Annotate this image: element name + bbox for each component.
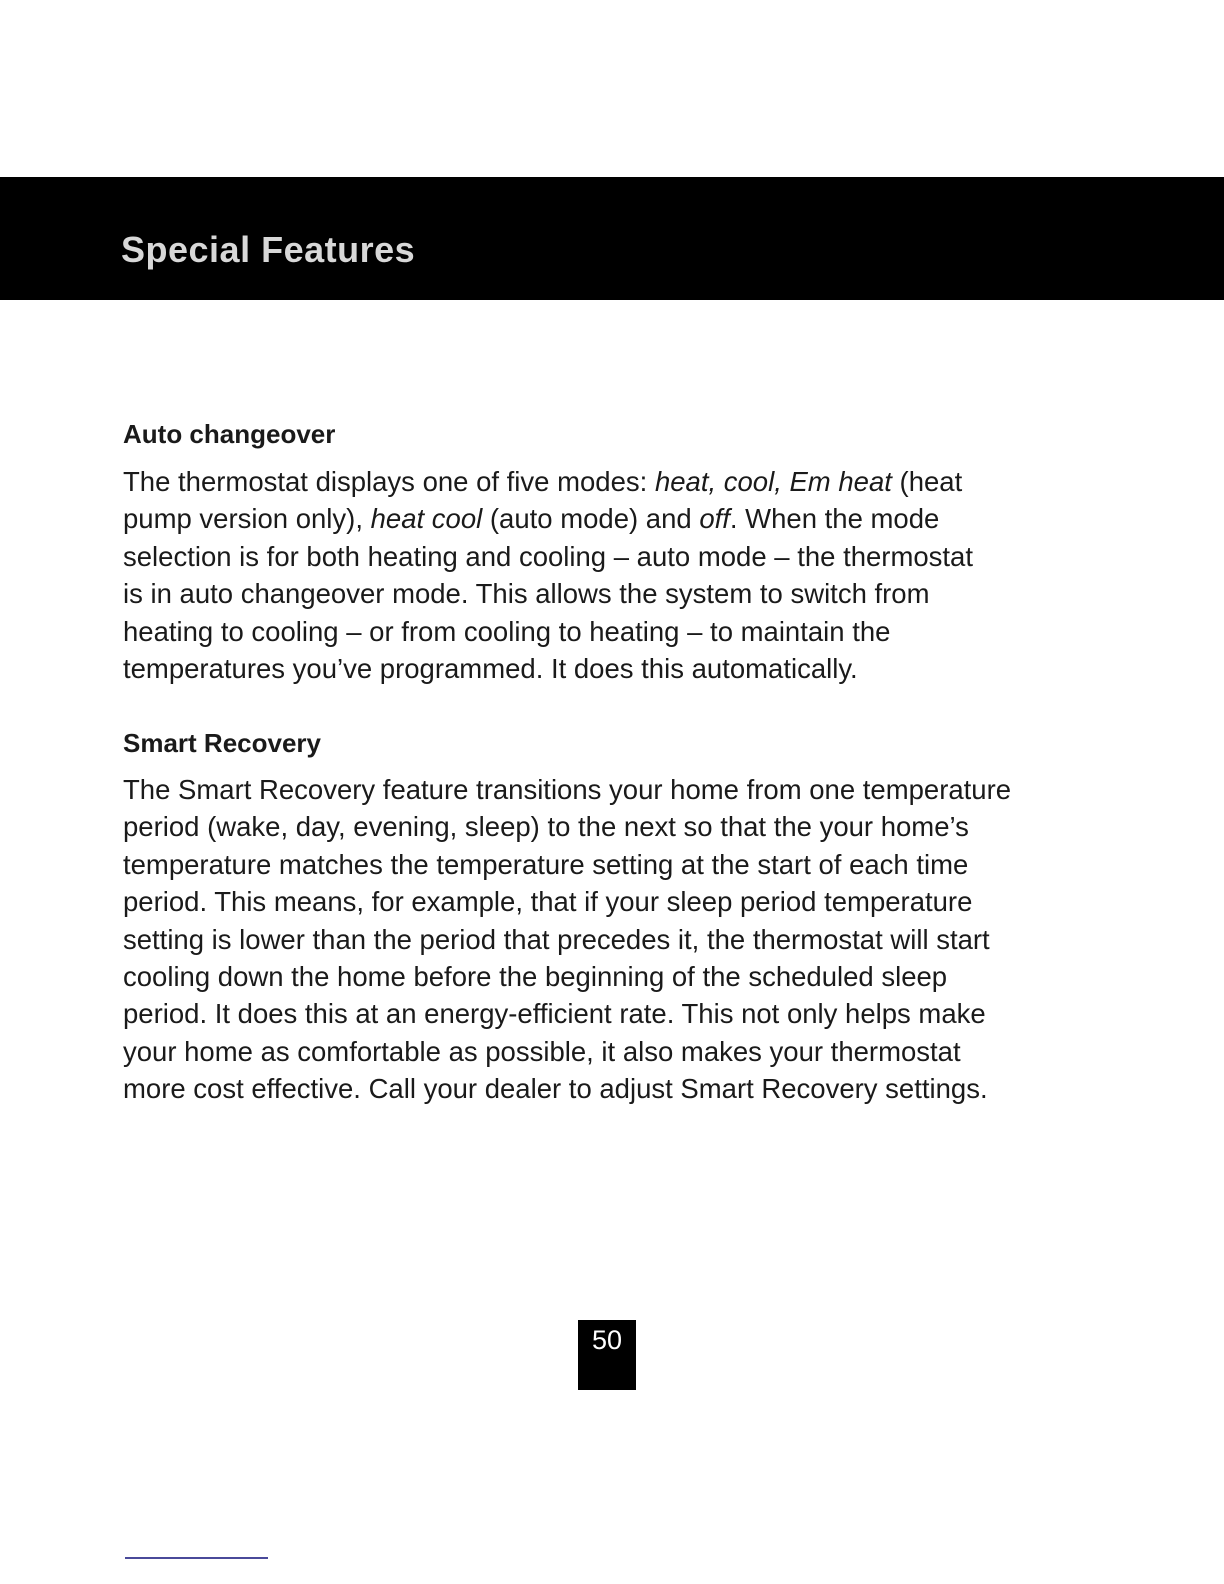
text-line: temperature matches the temperature setting at the start of each time bbox=[123, 848, 969, 880]
text-line: period. This means, for example, that if your sleep period temperature bbox=[123, 886, 973, 918]
text-line: pump version only), heat cool (auto mode) and off. When the mode bbox=[123, 503, 940, 535]
text-line: selection is for both heating and cooling – auto mode – the thermostat bbox=[123, 540, 973, 572]
text-line: heating to cooling – or from cooling to heating – to maintain the bbox=[123, 615, 891, 647]
section-heading-auto-changeover: Auto changeover bbox=[123, 419, 336, 449]
text-line: your home as comfortable as possible, it also makes your thermostat bbox=[123, 1035, 961, 1067]
text-line: The thermostat displays one of five modes: heat, cool, Em heat (heat bbox=[123, 466, 963, 497]
text-line: is in auto changeover mode. This allows the system to switch from bbox=[123, 578, 930, 610]
text-line: cooling down the home before the beginning of the scheduled sleep bbox=[123, 961, 948, 993]
italic-term: off bbox=[699, 503, 730, 535]
text-line: period (wake, day, evening, sleep) to the next so that the your home’s bbox=[123, 811, 969, 843]
page-number: 50 bbox=[578, 1320, 636, 1390]
text-line: period. It does this at an energy-efficient rate. This not only helps make bbox=[123, 998, 986, 1030]
page-title: Special Features bbox=[121, 229, 416, 270]
italic-term: heat, cool, Em heat bbox=[654, 466, 892, 497]
text-line: temperatures you’ve programmed. It does this automatically. bbox=[123, 653, 858, 685]
section-body-smart-recovery bbox=[123, 771, 1098, 1108]
text-line: The Smart Recovery feature transitions your home from one temperature bbox=[123, 774, 1012, 805]
section-body-auto-changeover bbox=[123, 463, 1098, 687]
text-line: more cost effective. Call your dealer to adjust Smart Recovery settings. bbox=[123, 1073, 988, 1105]
text-line: setting is lower than the period that precedes it, the thermostat will start bbox=[123, 923, 990, 955]
italic-term: heat cool bbox=[370, 503, 483, 535]
section-heading-smart-recovery: Smart Recovery bbox=[123, 728, 321, 758]
footer-rule bbox=[125, 1557, 268, 1559]
